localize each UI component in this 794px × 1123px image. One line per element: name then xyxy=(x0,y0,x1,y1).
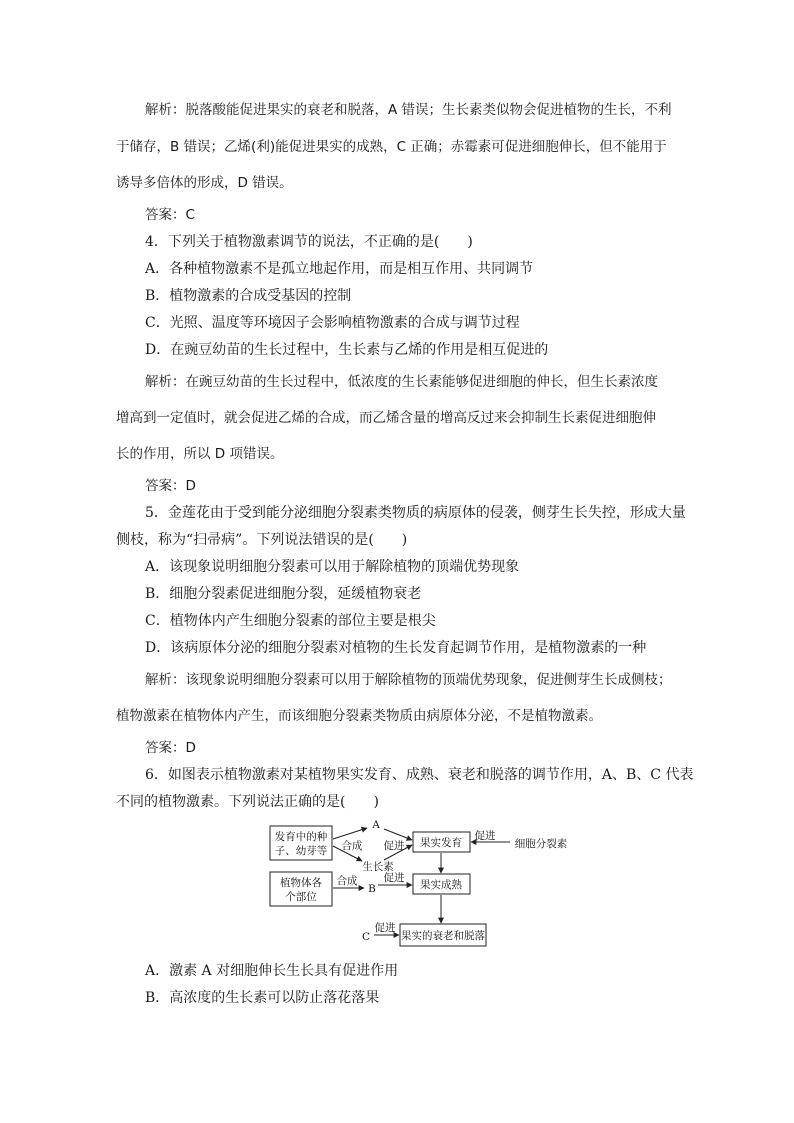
q4-stem: 4．下列关于植物激素调节的说法，不正确的是( ) xyxy=(145,234,473,250)
seed-box-line-2: 子、幼芽等 xyxy=(274,845,328,857)
q4-option-a: A．各种植物激素不是孤立地起作用，而是相互作用、共同调节 xyxy=(145,261,534,277)
q5-option-b: B．细胞分裂素促进细胞分裂，延缓植物衰老 xyxy=(145,586,422,602)
promote-label-4: 促进 xyxy=(374,922,396,934)
synthesis-label-2: 合成 xyxy=(336,875,358,887)
q5-option-c: C．植物体内产生细胞分裂素的部位主要是根尖 xyxy=(145,613,436,629)
hormone-b-label: B xyxy=(368,883,376,895)
q5-option-d: D．该病原体分泌的细胞分裂素对植物的生长发育起调节作用，是植物激素的一种 xyxy=(145,640,647,656)
seed-box-line-1: 发育中的种 xyxy=(274,831,328,843)
auxin-label: 生长素 xyxy=(362,861,394,873)
q3-analysis-line-2: 于储存，B 错误；乙烯(利)能促进果实的成熟，C 正确；赤霉素可促进细胞伸长，但不能用于 xyxy=(116,139,667,155)
q5-analysis-line-1: 解析：该现象说明细胞分裂素可以用于解除植物的顶端优势现象，促进侧芽生长成侧枝； xyxy=(145,672,672,688)
q3-analysis-line-1: 解析：脱落酸能促进果实的衰老和脱落，A 错误；生长素类似物会促进植物的生长，不利 xyxy=(145,102,672,118)
q3-answer: 答案：C xyxy=(145,207,195,223)
fruit-ripening-label: 果实成熟 xyxy=(420,879,462,891)
q4-analysis-line-1: 解析：在豌豆幼苗的生长过程中，低浓度的生长素能够促进细胞的伸长，但生长素浓度 xyxy=(145,374,658,390)
q3-analysis-line-3: 诱导多倍体的形成，D 错误。 xyxy=(116,175,293,191)
q5-answer: 答案：D xyxy=(145,740,196,756)
promote-label-1: 促进 xyxy=(383,840,405,852)
fruit-aging-label: 果实的衰老和脱落 xyxy=(401,930,485,942)
q5-analysis-line-2: 植物激素在植物体内产生，而该细胞分裂素类物质由病原体分泌，不是植物激素。 xyxy=(116,708,602,724)
hormone-regulation-diagram xyxy=(0,818,794,958)
q6-option-b: B．高浓度的生长素可以防止落花落果 xyxy=(145,990,380,1006)
cytokinin-label: 细胞分裂素 xyxy=(514,838,568,850)
hormone-a-label: A xyxy=(372,819,380,831)
q5-option-a: A．该现象说明细胞分裂素可以用于解除植物的顶端优势现象 xyxy=(145,559,520,575)
synthesis-label-1: 合成 xyxy=(341,840,363,852)
plant-box-line-1: 植物体各 xyxy=(280,877,322,889)
arrow-to-a xyxy=(333,828,367,839)
q4-analysis-line-3: 长的作用，所以 D 项错误。 xyxy=(116,446,284,462)
q4-option-d: D．在豌豆幼苗的生长过程中，生长素与乙烯的作用是相互促进的 xyxy=(145,342,549,358)
q4-option-b: B．植物激素的合成受基因的控制 xyxy=(145,288,352,304)
hormone-c-label: C xyxy=(361,931,371,943)
arrow-a-to-development xyxy=(384,829,412,840)
q4-answer: 答案：D xyxy=(145,478,196,494)
plant-box-line-2: 个部位 xyxy=(285,891,317,903)
q5-stem-line-2: 侧枝，称为“扫帚病”。下列说法错误的是( ) xyxy=(116,532,408,548)
q4-option-c: C．光照、温度等环境因子会影响植物激素的合成与调节过程 xyxy=(145,315,520,331)
promote-label-2: 促进 xyxy=(474,830,496,842)
q6-stem-line-2: 不同的植物激素。下列说法正确的是( ) xyxy=(116,794,379,810)
fruit-development-label: 果实发育 xyxy=(420,837,462,849)
q5-stem-line-1: 5．金莲花由于受到能分泌细胞分裂素类物质的病原体的侵袭，侧芽生长失控，形成大量 xyxy=(145,505,686,521)
q4-analysis-line-2: 增高到一定值时，就会促进乙烯的合成，而乙烯含量的增高反过来会抑制生长素促进细胞伸 xyxy=(116,410,656,426)
q6-stem-line-1: 6．如图表示植物激素对某植物果实发育、成熟、衰老和脱落的调节作用，A、B、C 代表 xyxy=(145,767,694,783)
q6-option-a: A．激素 A 对细胞伸长生长具有促进作用 xyxy=(145,963,399,979)
promote-label-3: 促进 xyxy=(383,872,405,884)
